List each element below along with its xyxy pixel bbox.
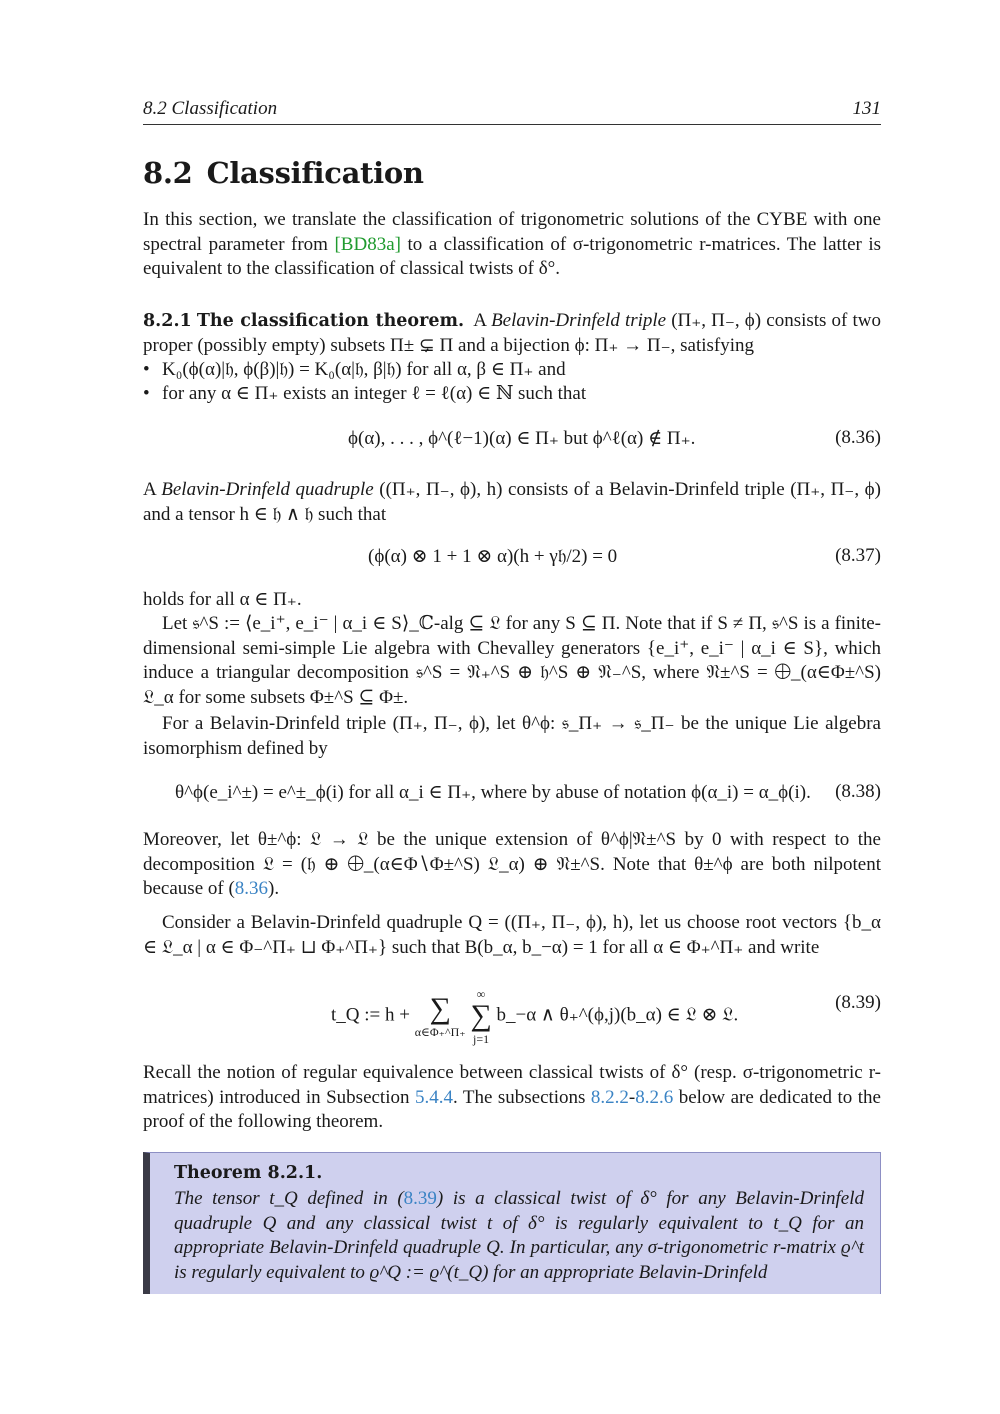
- recall-paragraph: [143, 1061, 881, 1135]
- bullet-item: [143, 358, 881, 382]
- equation-body: ϕ(α), . . . , ϕ^(ℓ−1)(α) ∈ Π₊ but ϕ^ℓ(α) ∉ Π₊.: [348, 428, 696, 449]
- sum-symbol: [470, 986, 491, 1046]
- equation-tag: (8.38): [835, 781, 881, 802]
- equation-body: [331, 986, 738, 1046]
- ref-subsection-5-4-4[interactable]: 5.4.4: [414, 1086, 453, 1108]
- equation-tag: (8.37): [835, 545, 881, 566]
- bullet-text: K₀(ϕ(α)|𝔥, ϕ(β)|𝔥) = K₀(α|𝔥, β|𝔥) for all α, β ∈ Π₊ and: [162, 359, 566, 380]
- subsection-text-2: (Π₊, Π₋, ϕ) consists of two proper (possibly empty) subsets Π± ⊊ Π and a bijection ϕ: Π₊ → Π₋, satisfying: [143, 310, 882, 356]
- subsection-title: The classification theorem.: [196, 311, 465, 331]
- section-number: 8.2: [143, 156, 193, 190]
- theorem-title: Theorem 8.2.1.: [174, 1163, 323, 1183]
- equation-tag: (8.39): [835, 992, 881, 1013]
- moreover-text-2: ).: [268, 878, 280, 899]
- page-number: 131: [852, 98, 881, 119]
- theorem-box: [143, 1152, 881, 1294]
- quadruple-text-2: ((Π₊, Π₋, ϕ), h) consists of a Belavin-Drinfeld triple (Π₊, Π₋, ϕ) and a tensor h ∈ 𝔥 ∧ 𝔥 such that: [143, 479, 881, 525]
- let-paragraph: Let 𝔰^S := ⟨e_i⁺, e_i⁻ | α_i ∈ S⟩_ℂ-alg ⊆ 𝔏 for any S ⊆ Π. Note that if S ≠ Π, 𝔰^S is a finite-dimensional semi-simple Lie algebra with Chevalley generators {e_i⁺, e_i⁻ | α_i ∈ S}, which induce a triangular decomposition 𝔰^S = 𝔑₊^S ⊕ 𝔥^S ⊕ 𝔑₋^S, where 𝔑±^S = ⨁_(α∈Φ±^S) 𝔏_α for some subsets Φ±^S ⊆ Φ±.: [143, 613, 881, 708]
- theorem-text-2: ) is a classical twist of δ° for any Belavin-Drinfeld quadruple Q and any classical twist t of δ° is regularly equivalent to t_Q for an appropriate Belavin-Drinfeld quadruple Q. In particular, any σ-trigonometric r-matrix ϱ^t is regularly equivalent to ϱ^Q := ϱ^(t_Q) for an appropriate Belavin-Drinfeld: [174, 1188, 865, 1283]
- recall-text-1: Recall the notion of regular equivalence between classical twists of δ° (resp. σ-trigonometric r-matrices) introduced in Subsection: [143, 1062, 881, 1108]
- eq-rhs: b_−α ∧ θ₊^(ϕ,j)(b_α) ∈ 𝔏 ⊗ 𝔏.: [496, 1004, 739, 1026]
- sum-symbol: [414, 991, 466, 1039]
- sigma-glyph: ∑: [470, 999, 492, 1032]
- sum-lower-limit: α∈Φ₊^Π₊: [414, 1024, 466, 1039]
- recall-dash: -: [628, 1086, 636, 1108]
- ref-subsection-8-2-6[interactable]: 8.2.6: [635, 1086, 674, 1108]
- ref-subsection-8-2-2[interactable]: 8.2.2: [590, 1086, 629, 1108]
- sum-lower-limit: j=1: [473, 1032, 490, 1046]
- bullet-dot: •: [143, 359, 150, 380]
- subsection-paragraph: [143, 309, 881, 358]
- section-title-text: Classification: [206, 156, 424, 190]
- citation-bd83a[interactable]: [BD83a]: [334, 233, 401, 255]
- equation-8-39: [143, 978, 881, 1046]
- bullet-item: [143, 382, 881, 406]
- quadruple-paragraph: [143, 478, 881, 527]
- consider-paragraph: Consider a Belavin-Drinfeld quadruple Q = ((Π₊, Π₋, ϕ), h), let us choose root vectors {b_α ∈ 𝔏_α | α ∈ Φ₋^Π₊ ⊔ Φ₊^Π₊} such that B(b_α, b_−α) = 1 for all α ∈ Φ₊^Π₊ and write: [143, 912, 881, 958]
- moreover-text-1: Moreover, let θ±^ϕ: 𝔏 → 𝔏 be the unique extension of θ^ϕ|𝔑±^S by 0 with respect to the decomposition 𝔏 = (𝔥 ⊕ ⨁_(α∈Φ∖Φ±^S) 𝔏_α) ⊕ 𝔑±^S. Note that θ±^ϕ are both nilpotent because of (: [143, 829, 881, 899]
- recall-text-2: . The subsections: [452, 1086, 591, 1108]
- equation-8-38: [143, 781, 881, 811]
- ref-eq-8-39[interactable]: 8.39: [403, 1188, 437, 1209]
- recall-text-3: below are dedicated to the proof of the following theorem.: [143, 1086, 881, 1132]
- holds-line: holds for all α ∈ Π₊.: [143, 589, 302, 610]
- section-title: [143, 156, 424, 190]
- equation-body: (ϕ(α) ⊗ 1 + 1 ⊗ α)(h + γ𝔥/2) = 0: [368, 546, 618, 567]
- sigma-glyph: ∑: [429, 991, 451, 1025]
- theorem-text-1: The tensor t_Q defined in (: [174, 1188, 404, 1209]
- theorem-body: [174, 1187, 864, 1285]
- intro-paragraph: [143, 208, 881, 282]
- eq-lhs: t_Q := h +: [331, 1004, 415, 1026]
- page: [143, 0, 881, 1414]
- equation-8-37: [143, 545, 881, 575]
- intro-text-1: In this section, we translate the classification of trigonometric solutions of the CYBE with one spectral parameter from: [143, 209, 881, 255]
- for-paragraph: For a Belavin-Drinfeld triple (Π₊, Π₋, ϕ), let θ^ϕ: 𝔰_Π₊ → 𝔰_Π₋ be the unique Lie algebra isomorphism defined by: [143, 713, 881, 759]
- running-head: [143, 98, 881, 125]
- equation-tag: (8.36): [835, 427, 881, 448]
- ref-eq-8-36[interactable]: 8.36: [234, 878, 269, 899]
- bullet-dot: •: [143, 383, 150, 404]
- bullet-text: for any α ∈ Π₊ exists an integer ℓ = ℓ(α) ∈ ℕ such that: [162, 383, 587, 404]
- running-head-section: 8.2 Classification: [143, 98, 278, 119]
- term-bd-quadruple: Belavin-Drinfeld quadruple: [161, 479, 374, 500]
- intro-text-2: to a classification of σ-trigonometric r-matrices. The latter is equivalent to the classification of classical twists of δ°.: [143, 233, 881, 279]
- term-bd-triple: Belavin-Drinfeld triple: [491, 310, 667, 331]
- equation-body: θ^ϕ(e_i^±) = e^±_ϕ(i) for all α_i ∈ Π₊, where by abuse of notation ϕ(α_i) = α_ϕ(i).: [175, 782, 811, 803]
- moreover-paragraph: [143, 828, 881, 902]
- sum-upper-limit: ∞: [476, 987, 486, 1001]
- subsection-text-1: A: [473, 310, 492, 331]
- equation-8-36: [143, 427, 881, 457]
- subsection-number: 8.2.1: [143, 311, 192, 331]
- quadruple-text-1: A: [143, 479, 162, 500]
